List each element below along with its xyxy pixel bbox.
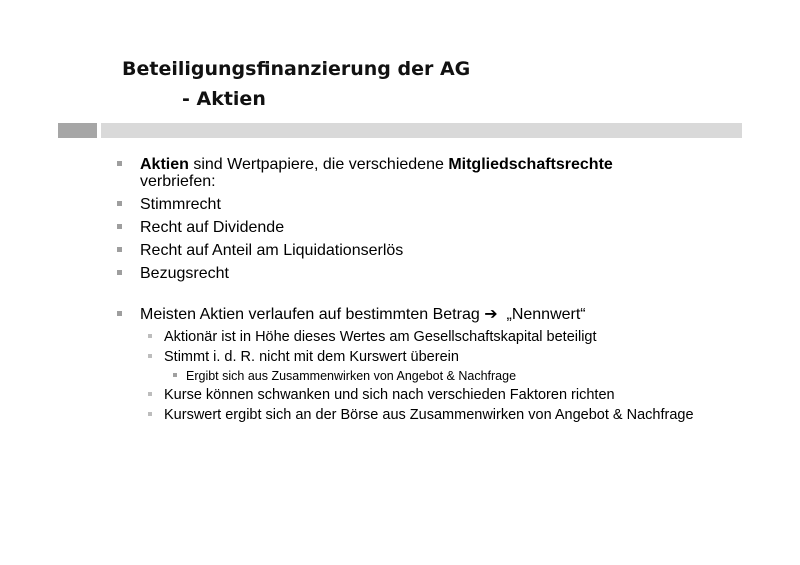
square-bullet-icon: [117, 161, 122, 166]
square-bullet-icon: [173, 373, 177, 377]
slide-body: [116, 156, 736, 427]
bullet-text: Bezugsrecht: [140, 265, 229, 282]
slide-title: [122, 54, 470, 114]
title-rule-bar: [101, 123, 742, 138]
arrow-right-icon: ➔: [484, 306, 498, 323]
sub-bullet-text: Aktionär ist in Höhe dieses Wertes am Gesellschaftskapital beteiligt: [164, 329, 597, 345]
square-bullet-icon: [117, 224, 122, 229]
square-bullet-icon: [148, 412, 152, 416]
square-bullet-icon: [148, 392, 152, 396]
term-mitgliedschaftsrechte: Mitgliedschaftsrechte: [448, 156, 613, 173]
term-aktien: Aktien: [140, 156, 189, 173]
sub-bullet-kurse-schwanken: [116, 387, 736, 403]
definition-text: sind Wertpapiere, die verschiedene: [188, 156, 449, 173]
bullet-nennwert: [116, 306, 736, 323]
square-bullet-icon: [117, 201, 122, 206]
subsub-bullet-text: Ergibt sich aus Zusammenwirken von Angebot & Nachfrage: [186, 369, 517, 383]
square-bullet-icon: [117, 247, 122, 252]
title-line-1: Beteiligungsfinanzierung der AG: [122, 58, 471, 80]
sub-bullet-boerse: [116, 407, 736, 423]
sub-bullet-text: Kurswert ergibt sich an der Börse aus Zusammenwirken von Angebot & Nachfrage: [164, 407, 694, 423]
title-rule-accent: [58, 123, 97, 138]
sub-bullet-aktionaer: [116, 329, 736, 345]
square-bullet-icon: [148, 334, 152, 338]
term-nennwert: „Nennwert“: [497, 306, 586, 323]
sub-bullet-text: Kurse können schwanken und sich nach verschieden Faktoren richten: [164, 387, 615, 403]
bullet-text: Recht auf Anteil am Liquidationserlös: [140, 242, 404, 259]
title-line-2: - Aktien: [182, 88, 266, 110]
bullet-dividende: [116, 219, 736, 236]
square-bullet-icon: [117, 270, 122, 275]
bullet-liquidationserloes: [116, 242, 736, 259]
square-bullet-icon: [148, 354, 152, 358]
bullet-text: Stimmrecht: [140, 196, 221, 213]
sub-bullet-text: Stimmt i. d. R. nicht mit dem Kurswert überein: [164, 349, 459, 365]
bullet-bezugsrecht: [116, 265, 736, 282]
bullet-text: Meisten Aktien verlaufen auf bestimmten Betrag: [140, 306, 485, 323]
square-bullet-icon: [117, 311, 122, 316]
sub-bullet-kurswert: [116, 349, 736, 365]
bullet-text: Recht auf Dividende: [140, 219, 285, 236]
spacer: [116, 288, 736, 306]
subsub-bullet-angebot-nachfrage: [116, 369, 736, 383]
definition-text-cont: verbriefen:: [140, 173, 216, 190]
bullet-aktien-definition: [116, 156, 736, 190]
bullet-stimmrecht: [116, 196, 736, 213]
